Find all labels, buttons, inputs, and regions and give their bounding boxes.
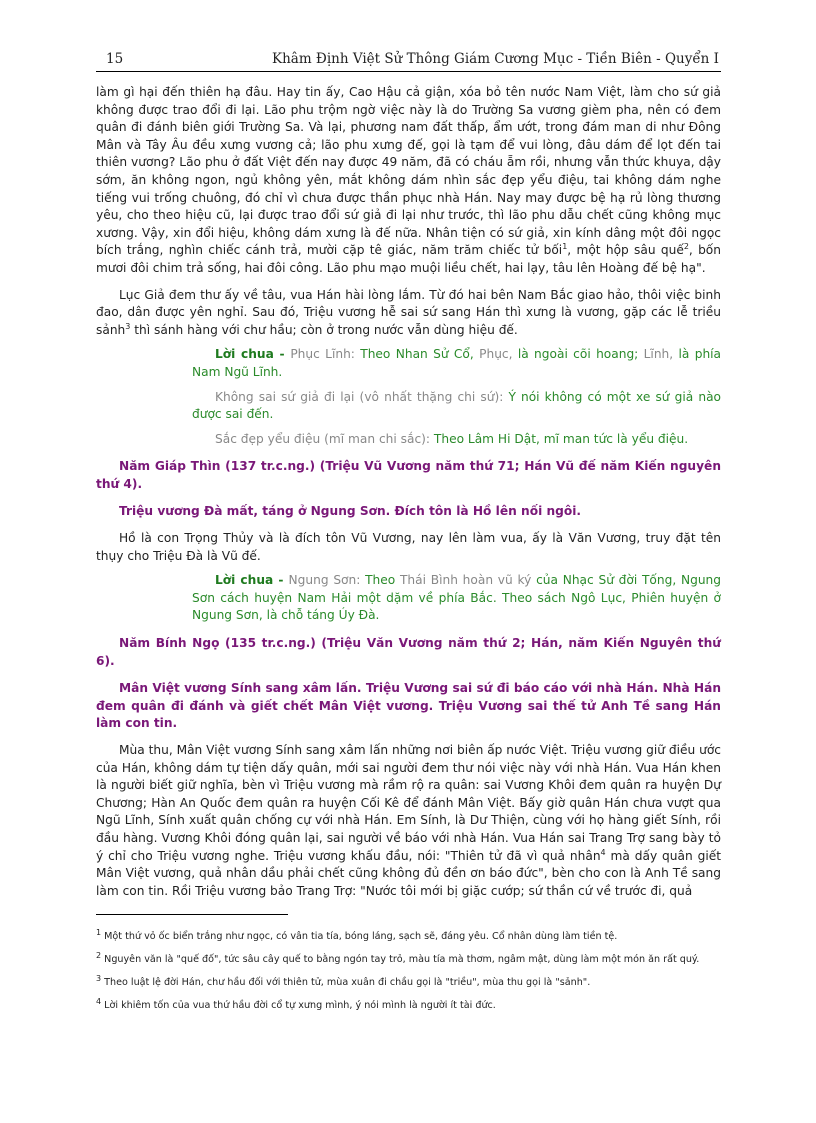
footnote-ref-4[interactable]: 4 xyxy=(600,847,606,857)
footnote-4: $^4$ Lời khiêm tốn của vua thứ hầu đời cổ tự xưng mình, ý nói mình là người ít tài đức. xyxy=(96,996,496,1011)
annotation-su-gia: Không sai sứ giả đi lại (vô nhất thặng chi sứ): Ý nói không có một xe sứ giả nào được sai đến. xyxy=(192,389,721,422)
footnotes xyxy=(96,927,721,1022)
header-rule xyxy=(96,71,721,72)
paragraph-letter-end: làm gì hại đến thiên hạ đâu. Hay tin ấy, Cao Hậu cả giận, xóa bỏ tên nước Nam Việt, làm cho sứ giả không được trao đổi đi lại. Lão phu trộm ngờ việc này là do Trường Sa vương gièm pha, nên có đem quân đi đánh biên giới Trường Sa. Và lại, phương nam đất thấp, ẩm ướt, trong đám man di như Đông Mân và Tây Âu đều xưng vương cả; lão phu xưng đế, gọi là tạm để vui lòng, đâu dám để lọt đến tai thiên vương? Lão phu ở đất Việt đến nay được 49 năm, đã có cháu ẵm rồi, nhưng vẫn thức khuya, dậy sớm, ăn không ngon, ngủ không yên, mắt không dám nhìn sắc đẹp yểu điệu, tai không dám nghe tiếng vui trống chuông, đó chỉ vì chưa được thần phục nhà Hán. Nay may được bệ hạ rủ lòng thương yêu, cho theo hiệu cũ, lại được trao đổi sứ giả đi lại như trước, thì lão phu dẫu chết cũng không mục xương. Vậy, xin đổi hiệu, không dám xưng là đế nữa. Nhân tiện có sứ giả, xin kính dâng một đôi ngọc bích trắng, nghìn chiếc cánh trả, mười cặp tê giác, năm trăm chiếc tử bối$^1$, một hộp sâu quế$^2$, bốn mươi đôi chim trả sống, hai đôi công. Lão phu mạo muội liều chết, hai lạy, tâu lên Hoàng đế bệ hạ". xyxy=(96,85,721,275)
footnote-ref-3[interactable]: 3 xyxy=(125,321,131,331)
page-number: 15 xyxy=(106,51,124,67)
event-heading-man-viet: Mân Việt vương Sính sang xâm lấn. Triệu Vương sai sứ đi báo cáo với nhà Hán. Nhà Hán đem quân đi đánh và giết chết Mân Việt vương. Triệu Vương sai thế tử Anh Tề sang Hán làm con tin. xyxy=(96,681,721,731)
paragraph-luc-gia: Lục Giả đem thư ấy về tâu, vua Hán hài lòng lắm. Từ đó hai bên Nam Bắc giao hảo, thôi việc binh đao, dân được yên nghỉ. Sau đó, Triệu vương hễ sai sứ sang Hán thì xưng là vương, gặp các lễ triều sảnh$^3$ thì sánh hàng với chư hầu; còn ở trong nước vẫn dùng hiệu đế. xyxy=(96,287,721,337)
paragraph-mua-thu: Mùa thu, Mân Việt vương Sính sang xâm lấn những nơi biên ấp nước Việt. Triệu vương giữ điều ước của Hán, không dám tự tiện dấy quân, mới sai người đem thư nói việc này với nhà Hán. Vua Hán khen là người biết giữ nghĩa, bèn vì Triệu vương mà rầm rộ ra quân: sai Vương Khôi đem quân ra huyện Dự Chương; Hàn An Quốc đem quân ra huyện Cối Kê để đánh Mân Việt. Bấy giờ quân Hán chưa vượt qua Ngũ Lĩnh, Sính xuất quân chống cự với nhà Hán. Em Sính, là Dư Thiện, cùng với họ hàng giết Sính, rồi đầu hàng. Vương Khôi đóng quân lại, sai người về báo với nhà Hán. Vua Hán sai Trang Trợ sang bày tỏ ý chỉ cho Triệu vương nghe. Triệu vương khấu đầu, nói: "Thiên tử đã vì quả nhân$^4$ mà dấy quân giết Mân Việt vương, quả nhân dầu phải chết cũng không đủ đền ơn báo đức", bèn cho con là Anh Tề sang làm con tin. Rồi Triệu vương bảo Trang Trợ: "Nước tôi mới bị giặc cướp; sứ thần cứ về trước đi, quả xyxy=(96,743,721,898)
annotation-label: Lời chua - xyxy=(215,573,289,588)
annotation-ngung-son: Lời chua - Ngung Sơn: Theo Thái Bình hoàn vũ ký của Nhạc Sử đời Tống, Ngung Sơn cách huyện Nam Hải một dặm về phía Bắc. Theo sách Ngô Lục, Phiên huyện ở Ngung Sơn, là chỗ táng Úy Đà. xyxy=(192,573,722,623)
annotation-label: Lời chua - xyxy=(215,347,291,362)
footnote-1: $^1$ Một thứ vỏ ốc biển trắng như ngọc, có vân tia tía, bóng láng, sạch sẽ, đáng yêu. Cổ nhân dùng làm tiền tệ. xyxy=(96,927,618,942)
year-heading-binh-ngo: Năm Bính Ngọ (135 tr.c.ng.) (Triệu Văn Vương năm thứ 2; Hán, năm Kiến Nguyên thứ 6). xyxy=(96,636,721,668)
annotation-my-man: Sắc đẹp yểu điệu (mĩ man chi sắc): Theo Lâm Hi Dật, mĩ man tức là yểu điệu. xyxy=(215,431,689,446)
running-title: Khâm Định Việt Sử Thông Giám Cương Mục - Tiền Biên - Quyển I xyxy=(272,51,719,67)
annotation-phuc-linh: Lời chua - Phục Lĩnh: Theo Nhan Sử Cổ, Phục, là ngoài cõi hoang; Lĩnh, là phía Nam Ngũ Lĩnh. xyxy=(192,347,722,379)
footnote-separator xyxy=(96,914,288,915)
paragraph-van-vuong: Hồ là con Trọng Thủy và là đích tôn Vũ Vương, nay lên làm vua, ấy là Văn Vương, truy đặt tên thụy cho Triệu Đà là Vũ đế. xyxy=(96,531,721,563)
footnote-ref-2[interactable]: 2 xyxy=(683,242,689,252)
page-header xyxy=(96,51,721,71)
event-heading-trieu-da-death: Triệu vương Đà mất, táng ở Ngung Sơn. Đích tôn là Hồ lên nối ngôi. xyxy=(119,504,582,519)
page-body xyxy=(96,84,721,900)
footnote-3: $^3$ Theo luật lệ đời Hán, chư hầu đối với thiên tử, mùa xuân đi chầu gọi là "triều", mùa thu gọi là "sảnh". xyxy=(96,973,591,988)
footnote-2: $^2$ Nguyên văn là "quế đố", tức sâu cây quế to bằng ngón tay trỏ, màu tía mà thơm, ngâm mật, dùng làm một món ăn rất quý. xyxy=(96,950,700,965)
year-heading-giap-thin: Năm Giáp Thìn (137 tr.c.ng.) (Triệu Vũ Vương năm thứ 71; Hán Vũ đế năm Kiến nguyên thứ 4). xyxy=(96,459,721,491)
footnote-ref-1[interactable]: 1 xyxy=(562,242,568,252)
